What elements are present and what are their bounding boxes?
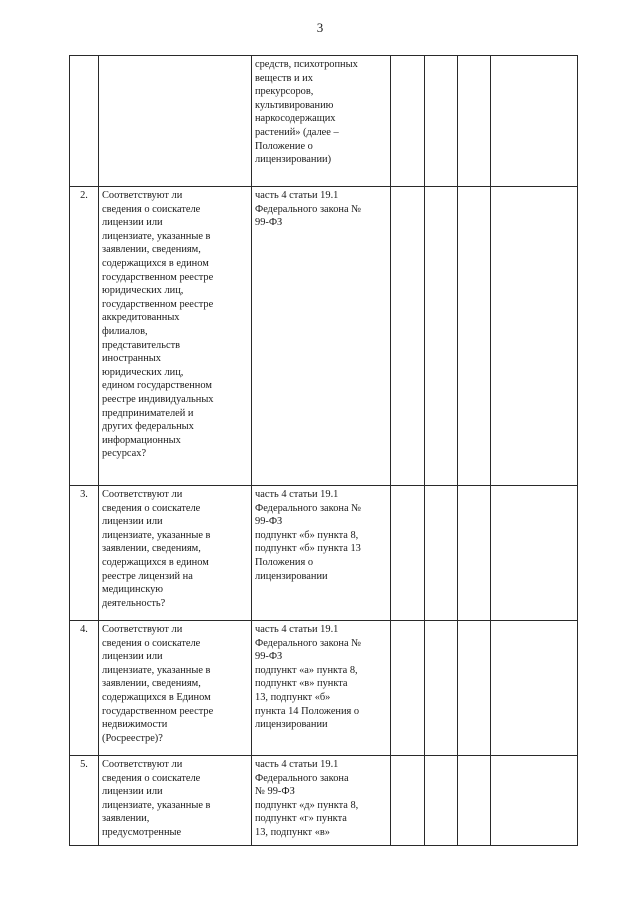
answer-yes-cell <box>391 56 425 187</box>
reference-cell: средств, психотропных веществ и их прекурсоров, культивированию наркосодержащих растений» (далее – Положение о лицензировании) <box>252 56 391 187</box>
reference-cell: часть 4 статьи 19.1 Федерального закона № 99-ФЗ подпункт «б» пункта 8, подпункт «б» пункта 13 Положения о лицензировании <box>252 486 391 621</box>
answer-no-cell <box>425 187 458 486</box>
row-number <box>70 56 99 187</box>
notes-cell <box>491 56 578 187</box>
answer-na-cell <box>458 756 491 846</box>
answer-na-cell <box>458 486 491 621</box>
table-row <box>70 56 578 187</box>
answer-yes-cell <box>391 756 425 846</box>
checklist-table <box>69 55 578 846</box>
table-row <box>70 756 578 846</box>
answer-na-cell <box>458 621 491 756</box>
reference-cell: часть 4 статьи 19.1 Федерального закона № 99-ФЗ <box>252 187 391 486</box>
page-number: 3 <box>316 20 324 35</box>
answer-na-cell <box>458 187 491 486</box>
question-cell: Соответствуют ли сведения о соискателе лицензии или лицензиате, указанные в заявлении, сведениям, содержащихся в едином государственном реестре юридических лиц, государственном реестре аккредитованных филиалов, представительств иностранных юридических лиц, едином государственном реестре индивидуальных предпринимателей и других федеральных информационных ресурсах? <box>99 187 252 486</box>
answer-yes-cell <box>391 187 425 486</box>
notes-cell <box>491 486 578 621</box>
question-cell: Соответствуют ли сведения о соискателе лицензии или лицензиате, указанные в заявлении, предусмотренные <box>99 756 252 846</box>
row-number: 5. <box>70 756 99 846</box>
notes-cell <box>491 756 578 846</box>
answer-no-cell <box>425 621 458 756</box>
row-number: 4. <box>70 621 99 756</box>
notes-cell <box>491 621 578 756</box>
table-row <box>70 621 578 756</box>
question-cell: Соответствуют ли сведения о соискателе лицензии или лицензиате, указанные в заявлении, сведениям, содержащихся в Едином государственном реестре недвижимости (Росреестре)? <box>99 621 252 756</box>
row-number: 3. <box>70 486 99 621</box>
answer-no-cell <box>425 486 458 621</box>
answer-yes-cell <box>391 621 425 756</box>
table-row <box>70 486 578 621</box>
answer-no-cell <box>425 56 458 187</box>
table-row <box>70 187 578 486</box>
answer-no-cell <box>425 756 458 846</box>
reference-cell: часть 4 статьи 19.1 Федерального закона № 99-ФЗ подпункт «а» пункта 8, подпункт «в» пункта 13, подпункт «б» пункта 14 Положения о лицензировании <box>252 621 391 756</box>
question-cell: Соответствуют ли сведения о соискателе лицензии или лицензиате, указанные в заявлении, сведениям, содержащихся в едином реестре лицензий на медицинскую деятельность? <box>99 486 252 621</box>
question-cell <box>99 56 252 187</box>
row-number: 2. <box>70 187 99 486</box>
answer-yes-cell <box>391 486 425 621</box>
notes-cell <box>491 187 578 486</box>
reference-cell: часть 4 статьи 19.1 Федерального закона № 99-ФЗ подпункт «д» пункта 8, подпункт «г» пункта 13, подпункт «в» <box>252 756 391 846</box>
answer-na-cell <box>458 56 491 187</box>
